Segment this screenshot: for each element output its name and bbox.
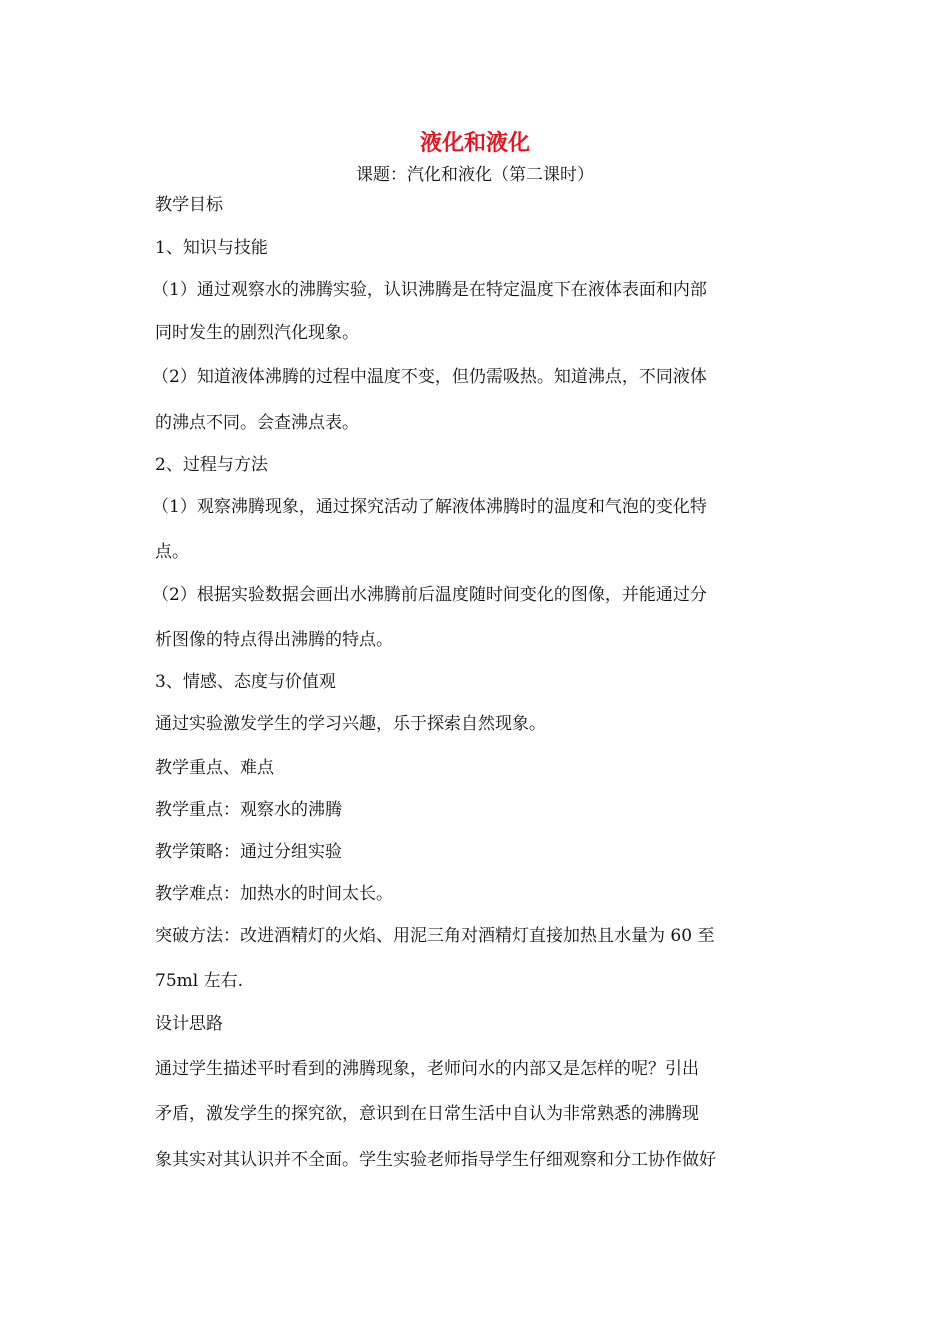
paragraph-line: 通过学生描述平时看到的沸腾现象，老师问水的内部又是怎样的呢？引出	[155, 1059, 699, 1079]
paragraph-line: 教学难点：加热水的时间太长。	[155, 884, 393, 904]
paragraph-line: 点。	[155, 542, 189, 562]
paragraph-line: 突破方法：改进酒精灯的火焰、用泥三角对酒精灯直接加热且水量为 60 至	[155, 926, 715, 946]
paragraph-line: 的沸点不同。会查沸点表。	[155, 413, 359, 433]
paragraph-line: 通过实验激发学生的学习兴趣，乐于探索自然现象。	[155, 714, 546, 734]
heading-process-methods: 2、过程与方法	[155, 455, 268, 475]
paragraph-line: 教学策略：通过分组实验	[155, 842, 342, 862]
paragraph-line: 教学重点：观察水的沸腾	[155, 800, 342, 820]
heading-emotion-values: 3、情感、态度与价值观	[155, 672, 336, 692]
paragraph-line: （1）观察沸腾现象，通过探究活动了解液体沸腾时的温度和气泡的变化特	[152, 497, 707, 517]
paragraph-line: 析图像的特点得出沸腾的特点。	[155, 630, 393, 650]
paragraph-line: 矛盾，激发学生的探究欲，意识到在日常生活中自认为非常熟悉的沸腾现	[155, 1104, 699, 1124]
heading-design-ideas: 设计思路	[155, 1014, 223, 1034]
paragraph-line: （2）根据实验数据会画出水沸腾前后温度随时间变化的图像，并能通过分	[152, 585, 707, 605]
heading-key-difficult-points: 教学重点、难点	[155, 758, 274, 778]
heading-teaching-goals: 教学目标	[155, 195, 223, 215]
paragraph-line: 象其实对其认识并不全面。学生实验老师指导学生仔细观察和分工协作做好	[155, 1150, 716, 1170]
paragraph-line: （2）知道液体沸腾的过程中温度不变，但仍需吸热。知道沸点，不同液体	[152, 367, 707, 387]
document-title: 液化和液化	[419, 131, 530, 156]
paragraph-line: （1）通过观察水的沸腾实验，认识沸腾是在特定温度下在液体表面和内部	[152, 280, 707, 300]
paragraph-line: 75ml 左右.	[155, 971, 243, 991]
paragraph-line: 同时发生的剧烈汽化现象。	[155, 323, 359, 343]
heading-knowledge-skills: 1、知识与技能	[155, 238, 268, 258]
lesson-subtitle: 课题：汽化和液化（第二课时）	[356, 165, 594, 185]
